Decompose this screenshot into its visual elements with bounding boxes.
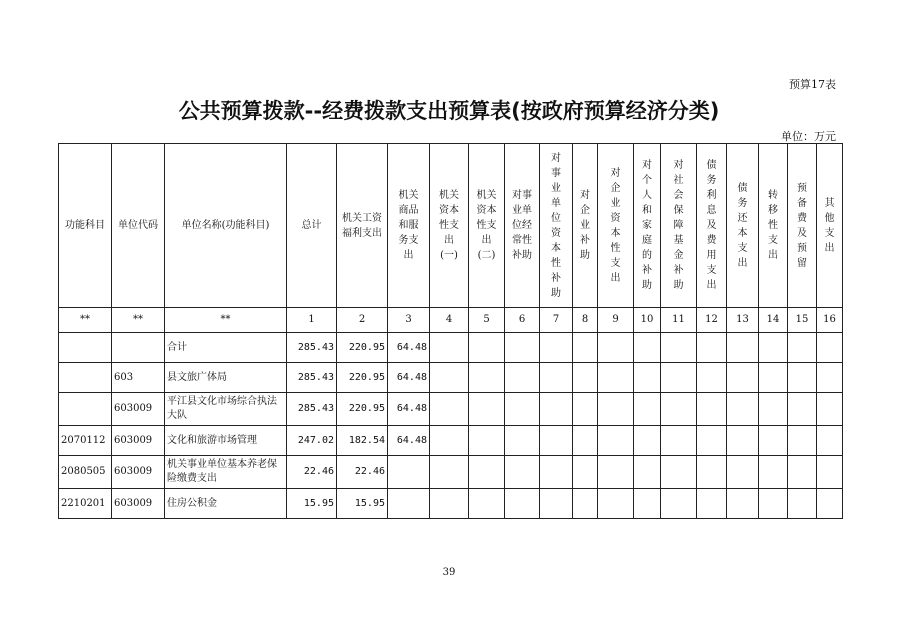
unit-code-cell: 603009 xyxy=(112,426,165,456)
seq-cell: 10 xyxy=(634,308,661,333)
wage-cell: 182.54 xyxy=(337,426,388,456)
seq-cell: 8 xyxy=(573,308,598,333)
seq-cell: 7 xyxy=(540,308,573,333)
table-row xyxy=(59,393,843,426)
function-code-cell: 2070112 xyxy=(59,426,112,456)
seq-cell: 12 xyxy=(697,308,727,333)
header-cell: 对事业单位资本性补助 xyxy=(540,144,573,308)
seq-cell: 1 xyxy=(287,308,337,333)
unit-code-cell: 603009 xyxy=(112,489,165,519)
sequence-row xyxy=(59,308,843,333)
seq-cell: 11 xyxy=(661,308,697,333)
function-code-cell: 2080505 xyxy=(59,456,112,489)
seq-cell: ** xyxy=(165,308,287,333)
header-cell: 其他支出 xyxy=(817,144,843,308)
page-number: 39 xyxy=(442,567,456,578)
unit-note: 单位：万元 xyxy=(781,130,836,143)
goods-cell xyxy=(388,456,430,489)
goods-cell: 64.48 xyxy=(388,393,430,426)
seq-cell: 16 xyxy=(817,308,843,333)
goods-cell: 64.48 xyxy=(388,333,430,363)
header-cell: 债务利息及费用支出 xyxy=(697,144,727,308)
table-number-note: 预算17表 xyxy=(789,78,836,91)
function-code-cell xyxy=(59,393,112,426)
header-cell: 机关资本性支出(一) xyxy=(430,144,469,308)
total-cell: 247.02 xyxy=(287,426,337,456)
unit-name-cell: 文化和旅游市场管理 xyxy=(165,426,287,456)
seq-cell: 5 xyxy=(469,308,505,333)
header-cell: 机关商品和服务支出 xyxy=(388,144,430,308)
header-cell: 对社会保障基金补助 xyxy=(661,144,697,308)
unit-code-cell: 603009 xyxy=(112,393,165,426)
unit-name-cell: 县文旅广体局 xyxy=(165,363,287,393)
unit-name-cell: 住房公积金 xyxy=(165,489,287,519)
wage-cell: 220.95 xyxy=(337,363,388,393)
header-cell: 预备费及预留 xyxy=(788,144,817,308)
wage-cell: 220.95 xyxy=(337,393,388,426)
seq-cell: 13 xyxy=(727,308,759,333)
table-row xyxy=(59,333,843,363)
header-cell: 对企业资本性支出 xyxy=(598,144,634,308)
seq-cell: 3 xyxy=(388,308,430,333)
seq-cell: 6 xyxy=(505,308,540,333)
header-cell: 机关工资福利支出 xyxy=(337,144,388,308)
seq-cell: ** xyxy=(59,308,112,333)
seq-cell: 14 xyxy=(759,308,788,333)
header-row xyxy=(59,144,843,308)
header-cell: 对事业单位经常性补助 xyxy=(505,144,540,308)
table-row xyxy=(59,426,843,456)
function-code-cell xyxy=(59,333,112,363)
unit-code-cell: 603 xyxy=(112,363,165,393)
table-row xyxy=(59,489,843,519)
total-cell: 285.43 xyxy=(287,333,337,363)
header-cell: 转移性支出 xyxy=(759,144,788,308)
wage-cell: 15.95 xyxy=(337,489,388,519)
unit-code-cell: 603009 xyxy=(112,456,165,489)
wage-cell: 220.95 xyxy=(337,333,388,363)
header-cell: 债务还本支出 xyxy=(727,144,759,308)
unit-name-cell: 合计 xyxy=(165,333,287,363)
header-cell: 功能科目 xyxy=(59,144,112,308)
table-row xyxy=(59,363,843,393)
goods-cell: 64.48 xyxy=(388,363,430,393)
budget-table xyxy=(58,143,843,519)
seq-cell: 9 xyxy=(598,308,634,333)
wage-cell: 22.46 xyxy=(337,456,388,489)
unit-name-cell: 平江县文化市场综合执法大队 xyxy=(165,393,287,426)
function-code-cell xyxy=(59,363,112,393)
function-code-cell: 2210201 xyxy=(59,489,112,519)
unit-name-cell: 机关事业单位基本养老保险缴费支出 xyxy=(165,456,287,489)
total-cell: 15.95 xyxy=(287,489,337,519)
goods-cell: 64.48 xyxy=(388,426,430,456)
seq-cell: 2 xyxy=(337,308,388,333)
seq-cell: ** xyxy=(112,308,165,333)
header-cell: 机关资本性支出(二) xyxy=(469,144,505,308)
total-cell: 285.43 xyxy=(287,393,337,426)
total-cell: 285.43 xyxy=(287,363,337,393)
seq-cell: 4 xyxy=(430,308,469,333)
table-row xyxy=(59,456,843,489)
header-cell: 单位代码 xyxy=(112,144,165,308)
page-title: 公共预算拨款--经费拨款支出预算表(按政府预算经济分类) xyxy=(178,99,720,123)
header-cell: 单位名称(功能科目) xyxy=(165,144,287,308)
header-cell: 对企业补助 xyxy=(573,144,598,308)
goods-cell xyxy=(388,489,430,519)
header-cell: 对个人和家庭的补助 xyxy=(634,144,661,308)
total-cell: 22.46 xyxy=(287,456,337,489)
header-cell: 总计 xyxy=(287,144,337,308)
seq-cell: 15 xyxy=(788,308,817,333)
unit-code-cell xyxy=(112,333,165,363)
